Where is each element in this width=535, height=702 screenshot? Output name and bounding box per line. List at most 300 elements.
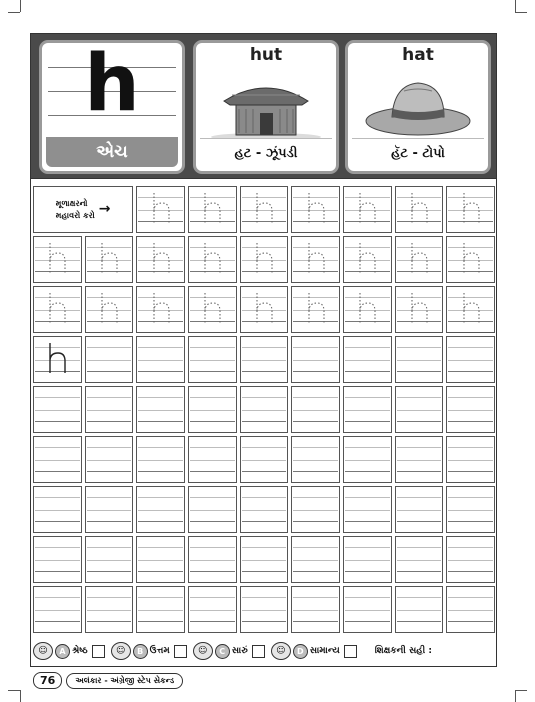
guide-line bbox=[242, 547, 287, 548]
letter-h-dotted bbox=[42, 287, 72, 333]
guide-line bbox=[87, 521, 132, 522]
big-letter: h bbox=[84, 40, 140, 129]
guide-line bbox=[345, 447, 390, 448]
footer bbox=[33, 672, 183, 689]
trace-area bbox=[137, 237, 184, 282]
practice-cell[interactable] bbox=[291, 486, 340, 533]
guide-line bbox=[397, 447, 442, 448]
letter-h-dotted bbox=[146, 187, 176, 233]
guide-line bbox=[345, 347, 390, 348]
guide-line bbox=[397, 421, 442, 422]
letter-h-dotted bbox=[456, 237, 486, 283]
practice-cell[interactable] bbox=[446, 286, 495, 333]
guide-line bbox=[242, 560, 287, 561]
guide-line bbox=[190, 371, 235, 372]
guide-line bbox=[242, 497, 287, 498]
letter-h-dotted bbox=[301, 187, 331, 233]
guide-line bbox=[190, 421, 235, 422]
practice-cell[interactable] bbox=[240, 436, 289, 483]
practice-cell[interactable] bbox=[446, 186, 495, 233]
word-caption: હૅટ - ટોપો bbox=[352, 138, 484, 167]
guide-line bbox=[397, 521, 442, 522]
practice-grid bbox=[33, 186, 495, 633]
trace-area bbox=[137, 187, 184, 232]
guide-line bbox=[345, 510, 390, 511]
guide-line bbox=[138, 497, 183, 498]
word-card-hat bbox=[345, 40, 491, 174]
instruction-cell bbox=[33, 186, 133, 233]
guide-line bbox=[397, 360, 442, 361]
guide-line bbox=[448, 597, 493, 598]
guide-line bbox=[87, 347, 132, 348]
guide-line bbox=[138, 360, 183, 361]
letter-h-dotted bbox=[352, 187, 382, 233]
word-caption: હટ - ઝૂંપડી bbox=[200, 138, 332, 167]
practice-cell[interactable] bbox=[136, 286, 185, 333]
letter-h-dotted bbox=[352, 237, 382, 283]
practice-cell[interactable] bbox=[188, 486, 237, 533]
practice-cell[interactable] bbox=[240, 386, 289, 433]
trace-area bbox=[292, 287, 339, 332]
practice-cell[interactable] bbox=[395, 386, 444, 433]
guide-line bbox=[293, 521, 338, 522]
guide-line bbox=[138, 371, 183, 372]
trace-area bbox=[241, 237, 288, 282]
guide-line bbox=[138, 610, 183, 611]
guide-line bbox=[242, 397, 287, 398]
practice-cell[interactable] bbox=[343, 386, 392, 433]
grade-badge: B bbox=[133, 644, 148, 659]
guide-line bbox=[242, 447, 287, 448]
guide-line bbox=[190, 460, 235, 461]
guide-line bbox=[293, 597, 338, 598]
guide-line bbox=[293, 571, 338, 572]
trace-area bbox=[344, 237, 391, 282]
letter-h-dotted bbox=[404, 237, 434, 283]
trace-area bbox=[34, 287, 81, 332]
practice-cell[interactable] bbox=[33, 436, 82, 483]
practice-cell[interactable] bbox=[446, 336, 495, 383]
practice-cell[interactable] bbox=[85, 536, 134, 583]
guide-line bbox=[138, 410, 183, 411]
guide-line bbox=[35, 560, 80, 561]
practice-cell[interactable] bbox=[33, 286, 82, 333]
rating-b bbox=[111, 642, 187, 660]
practice-cell[interactable] bbox=[291, 186, 340, 233]
guide-line bbox=[448, 360, 493, 361]
guide-line bbox=[35, 410, 80, 411]
guide-line bbox=[293, 460, 338, 461]
guide-line bbox=[397, 621, 442, 622]
crop-mark bbox=[515, 12, 527, 13]
guide-line bbox=[448, 621, 493, 622]
smiley-icon: ☺ bbox=[271, 642, 291, 660]
practice-cell[interactable] bbox=[188, 236, 237, 283]
guide-line bbox=[448, 560, 493, 561]
practice-cell[interactable] bbox=[291, 336, 340, 383]
practice-cell[interactable] bbox=[343, 586, 392, 633]
letter-h-dotted bbox=[249, 287, 279, 333]
practice-cell[interactable] bbox=[240, 536, 289, 583]
practice-cell[interactable] bbox=[343, 286, 392, 333]
guide-line bbox=[138, 447, 183, 448]
guide-line bbox=[448, 471, 493, 472]
crop-mark bbox=[8, 12, 20, 13]
rating-checkbox[interactable] bbox=[92, 645, 105, 658]
letter-h-dotted bbox=[197, 287, 227, 333]
rating-a bbox=[33, 642, 105, 660]
practice-cell[interactable] bbox=[291, 436, 340, 483]
word-title: hut bbox=[249, 45, 283, 65]
practice-cell[interactable] bbox=[240, 286, 289, 333]
guide-line bbox=[242, 471, 287, 472]
hut-image bbox=[206, 71, 326, 141]
guide-line bbox=[448, 371, 493, 372]
guide-line bbox=[87, 547, 132, 548]
teacher-sign-label: શિક્ષકની સહી : bbox=[374, 646, 432, 656]
practice-cell[interactable] bbox=[446, 486, 495, 533]
guide-line bbox=[448, 547, 493, 548]
letter-h-dotted bbox=[249, 187, 279, 233]
guide-line bbox=[397, 547, 442, 548]
guide-line bbox=[242, 360, 287, 361]
rating-checkbox[interactable] bbox=[344, 645, 357, 658]
trace-area bbox=[86, 237, 133, 282]
smiley-icon: ☺ bbox=[33, 642, 53, 660]
guide-line bbox=[87, 371, 132, 372]
practice-cell[interactable] bbox=[395, 236, 444, 283]
practice-cell[interactable] bbox=[136, 586, 185, 633]
practice-cell[interactable] bbox=[343, 536, 392, 583]
grade-badge: D bbox=[293, 644, 308, 659]
practice-cell[interactable] bbox=[446, 536, 495, 583]
practice-cell[interactable] bbox=[343, 336, 392, 383]
practice-cell[interactable] bbox=[240, 486, 289, 533]
practice-cell[interactable] bbox=[33, 336, 82, 383]
guide-line bbox=[293, 360, 338, 361]
smiley-icon: ☺ bbox=[111, 642, 131, 660]
guide-line bbox=[87, 397, 132, 398]
guide-line bbox=[293, 621, 338, 622]
practice-cell[interactable] bbox=[395, 586, 444, 633]
letter-h-dotted bbox=[197, 237, 227, 283]
crop-mark bbox=[515, 690, 527, 691]
guide-line bbox=[293, 421, 338, 422]
rating-checkbox[interactable] bbox=[252, 645, 265, 658]
guide-line bbox=[138, 397, 183, 398]
trace-area bbox=[34, 337, 81, 382]
guide-line bbox=[242, 571, 287, 572]
rating-row bbox=[33, 636, 495, 666]
practice-cell[interactable] bbox=[395, 486, 444, 533]
letter-h-dotted bbox=[301, 287, 331, 333]
letter-h-dotted bbox=[249, 237, 279, 283]
guide-line bbox=[397, 471, 442, 472]
guide-line bbox=[138, 560, 183, 561]
practice-cell[interactable] bbox=[343, 236, 392, 283]
guide-line bbox=[138, 597, 183, 598]
instruction-line: મૂળાક્ષરનો bbox=[55, 199, 88, 209]
letter-h-dotted bbox=[42, 237, 72, 283]
guide-line bbox=[448, 410, 493, 411]
guide-line bbox=[345, 360, 390, 361]
practice-cell[interactable] bbox=[85, 486, 134, 533]
crop-mark bbox=[515, 0, 516, 12]
guide-line bbox=[190, 521, 235, 522]
letter-h-dotted bbox=[301, 237, 331, 283]
practice-cell[interactable] bbox=[188, 386, 237, 433]
letter-h-dotted bbox=[146, 237, 176, 283]
hat-image bbox=[358, 71, 478, 141]
guide-line bbox=[87, 421, 132, 422]
guide-line bbox=[293, 347, 338, 348]
guide-line bbox=[345, 521, 390, 522]
guide-line bbox=[448, 497, 493, 498]
guide-line bbox=[345, 571, 390, 572]
rating-checkbox[interactable] bbox=[174, 645, 187, 658]
grade-badge: A bbox=[55, 644, 70, 659]
practice-cell[interactable] bbox=[33, 486, 82, 533]
guide-line bbox=[87, 571, 132, 572]
guide-line bbox=[242, 421, 287, 422]
book-title: અલંકાર - અંગ્રેજી સ્ટેપ સેકન્ડ bbox=[66, 673, 183, 689]
guide-line bbox=[190, 410, 235, 411]
letter-h-dotted bbox=[456, 187, 486, 233]
rating-label: સારું bbox=[231, 646, 248, 656]
instruction-text bbox=[56, 198, 95, 220]
guide-line bbox=[190, 397, 235, 398]
practice-cell[interactable] bbox=[395, 286, 444, 333]
practice-cell[interactable] bbox=[85, 386, 134, 433]
guide-line bbox=[138, 347, 183, 348]
practice-cell[interactable] bbox=[188, 436, 237, 483]
guide-line bbox=[293, 497, 338, 498]
guide-line bbox=[35, 397, 80, 398]
guide-line bbox=[35, 497, 80, 498]
guide-line bbox=[87, 471, 132, 472]
guide-line bbox=[138, 621, 183, 622]
guide-line bbox=[138, 547, 183, 548]
rating-label: ઉત્તમ bbox=[149, 646, 170, 656]
guide-line bbox=[345, 621, 390, 622]
practice-cell[interactable] bbox=[33, 586, 82, 633]
trace-area bbox=[344, 187, 391, 232]
practice-cell[interactable] bbox=[188, 336, 237, 383]
guide-line bbox=[138, 421, 183, 422]
guide-line bbox=[35, 471, 80, 472]
guide-line bbox=[397, 371, 442, 372]
guide-line bbox=[293, 560, 338, 561]
guide-line bbox=[397, 597, 442, 598]
guide-line bbox=[190, 571, 235, 572]
guide-line bbox=[345, 371, 390, 372]
practice-cell[interactable] bbox=[85, 236, 134, 283]
practice-cell[interactable] bbox=[33, 386, 82, 433]
practice-cell[interactable] bbox=[291, 236, 340, 283]
guide-line bbox=[397, 510, 442, 511]
trace-area bbox=[189, 287, 236, 332]
guide-line bbox=[293, 397, 338, 398]
trace-area bbox=[396, 287, 443, 332]
instruction-line: મહાવરો કરો bbox=[55, 210, 95, 220]
practice-cell[interactable] bbox=[136, 336, 185, 383]
guide-line bbox=[448, 510, 493, 511]
trace-area bbox=[344, 287, 391, 332]
guide-line bbox=[190, 547, 235, 548]
guide-line bbox=[35, 460, 80, 461]
letter-h-dotted bbox=[197, 187, 227, 233]
practice-cell[interactable] bbox=[343, 486, 392, 533]
practice-cell[interactable] bbox=[291, 536, 340, 583]
practice-cell[interactable] bbox=[136, 536, 185, 583]
word-title: hat bbox=[402, 45, 434, 65]
practice-cell[interactable] bbox=[446, 586, 495, 633]
guide-line bbox=[242, 460, 287, 461]
guide-line bbox=[138, 571, 183, 572]
practice-cell[interactable] bbox=[291, 586, 340, 633]
guide-line bbox=[87, 360, 132, 361]
trace-area bbox=[86, 287, 133, 332]
guide-line bbox=[345, 397, 390, 398]
practice-cell[interactable] bbox=[395, 436, 444, 483]
practice-cell[interactable] bbox=[291, 386, 340, 433]
guide-line bbox=[345, 560, 390, 561]
guide-line bbox=[190, 560, 235, 561]
arrow-right-icon: → bbox=[98, 200, 111, 217]
trace-area bbox=[137, 287, 184, 332]
practice-cell[interactable] bbox=[85, 336, 134, 383]
guide-line bbox=[35, 621, 80, 622]
crop-mark bbox=[8, 690, 20, 691]
guide-line bbox=[190, 471, 235, 472]
guide-line bbox=[138, 471, 183, 472]
practice-cell[interactable] bbox=[395, 536, 444, 583]
guide-line bbox=[448, 460, 493, 461]
guide-line bbox=[345, 410, 390, 411]
trace-area bbox=[189, 237, 236, 282]
practice-cell[interactable] bbox=[240, 586, 289, 633]
guide-line bbox=[35, 547, 80, 548]
guide-line bbox=[345, 547, 390, 548]
guide-line bbox=[293, 447, 338, 448]
practice-cell[interactable] bbox=[33, 536, 82, 583]
grade-badge: C bbox=[215, 644, 230, 659]
guide-line bbox=[345, 597, 390, 598]
guide-line bbox=[87, 510, 132, 511]
guide-line bbox=[397, 397, 442, 398]
trace-area bbox=[447, 287, 494, 332]
letter-h-dotted bbox=[404, 287, 434, 333]
letter-h-dotted bbox=[146, 287, 176, 333]
guide-line bbox=[345, 610, 390, 611]
trace-area bbox=[447, 187, 494, 232]
practice-cell[interactable] bbox=[240, 236, 289, 283]
guide-line bbox=[35, 610, 80, 611]
guide-line bbox=[448, 347, 493, 348]
guide-line bbox=[190, 347, 235, 348]
guide-line bbox=[87, 610, 132, 611]
practice-cell[interactable] bbox=[136, 386, 185, 433]
trace-area bbox=[241, 187, 288, 232]
practice-cell[interactable] bbox=[343, 186, 392, 233]
practice-cell[interactable] bbox=[395, 186, 444, 233]
rating-label: સામાન્ય bbox=[309, 646, 340, 656]
practice-cell[interactable] bbox=[240, 336, 289, 383]
guide-line bbox=[397, 460, 442, 461]
guide-line bbox=[448, 610, 493, 611]
guide-line bbox=[35, 510, 80, 511]
rating-c bbox=[193, 642, 265, 660]
letter-name: એચ bbox=[96, 142, 128, 162]
guide-line bbox=[87, 497, 132, 498]
practice-cell[interactable] bbox=[136, 186, 185, 233]
guide-line bbox=[345, 497, 390, 498]
guide-line bbox=[138, 521, 183, 522]
practice-cell[interactable] bbox=[446, 436, 495, 483]
practice-cell[interactable] bbox=[136, 436, 185, 483]
guide-line bbox=[35, 571, 80, 572]
practice-cell[interactable] bbox=[85, 586, 134, 633]
trace-area bbox=[292, 237, 339, 282]
guide-line bbox=[242, 510, 287, 511]
guide-line bbox=[35, 521, 80, 522]
practice-cell[interactable] bbox=[33, 236, 82, 283]
letter-card bbox=[39, 40, 185, 174]
practice-cell[interactable] bbox=[395, 336, 444, 383]
practice-cell[interactable] bbox=[85, 436, 134, 483]
guide-line bbox=[345, 421, 390, 422]
header-strip bbox=[30, 33, 497, 179]
practice-cell[interactable] bbox=[188, 286, 237, 333]
guide-line bbox=[448, 397, 493, 398]
trace-area bbox=[34, 237, 81, 282]
guide-line bbox=[190, 621, 235, 622]
guide-line bbox=[87, 447, 132, 448]
letter-h-solid bbox=[42, 337, 72, 383]
practice-cell[interactable] bbox=[188, 536, 237, 583]
guide-line bbox=[397, 347, 442, 348]
guide-line bbox=[293, 371, 338, 372]
practice-cell[interactable] bbox=[188, 586, 237, 633]
guide-line bbox=[35, 447, 80, 448]
practice-cell[interactable] bbox=[188, 186, 237, 233]
guide-line bbox=[87, 560, 132, 561]
practice-cell[interactable] bbox=[136, 486, 185, 533]
trace-area bbox=[189, 187, 236, 232]
practice-cell[interactable] bbox=[291, 286, 340, 333]
guide-line bbox=[397, 410, 442, 411]
practice-cell[interactable] bbox=[343, 436, 392, 483]
guide-line bbox=[293, 471, 338, 472]
guide-line bbox=[138, 460, 183, 461]
practice-cell[interactable] bbox=[240, 186, 289, 233]
guide-line bbox=[397, 560, 442, 561]
practice-cell[interactable] bbox=[446, 386, 495, 433]
letter-h-dotted bbox=[456, 287, 486, 333]
practice-cell[interactable] bbox=[85, 286, 134, 333]
guide-line bbox=[448, 421, 493, 422]
page-number: 76 bbox=[33, 672, 62, 689]
practice-cell[interactable] bbox=[446, 236, 495, 283]
practice-cell[interactable] bbox=[136, 236, 185, 283]
guide-line bbox=[35, 597, 80, 598]
letter-h-dotted bbox=[352, 287, 382, 333]
trace-area bbox=[241, 287, 288, 332]
guide-line bbox=[345, 460, 390, 461]
letter-caption-box bbox=[46, 137, 178, 167]
trace-area bbox=[396, 187, 443, 232]
crop-mark bbox=[20, 0, 21, 12]
